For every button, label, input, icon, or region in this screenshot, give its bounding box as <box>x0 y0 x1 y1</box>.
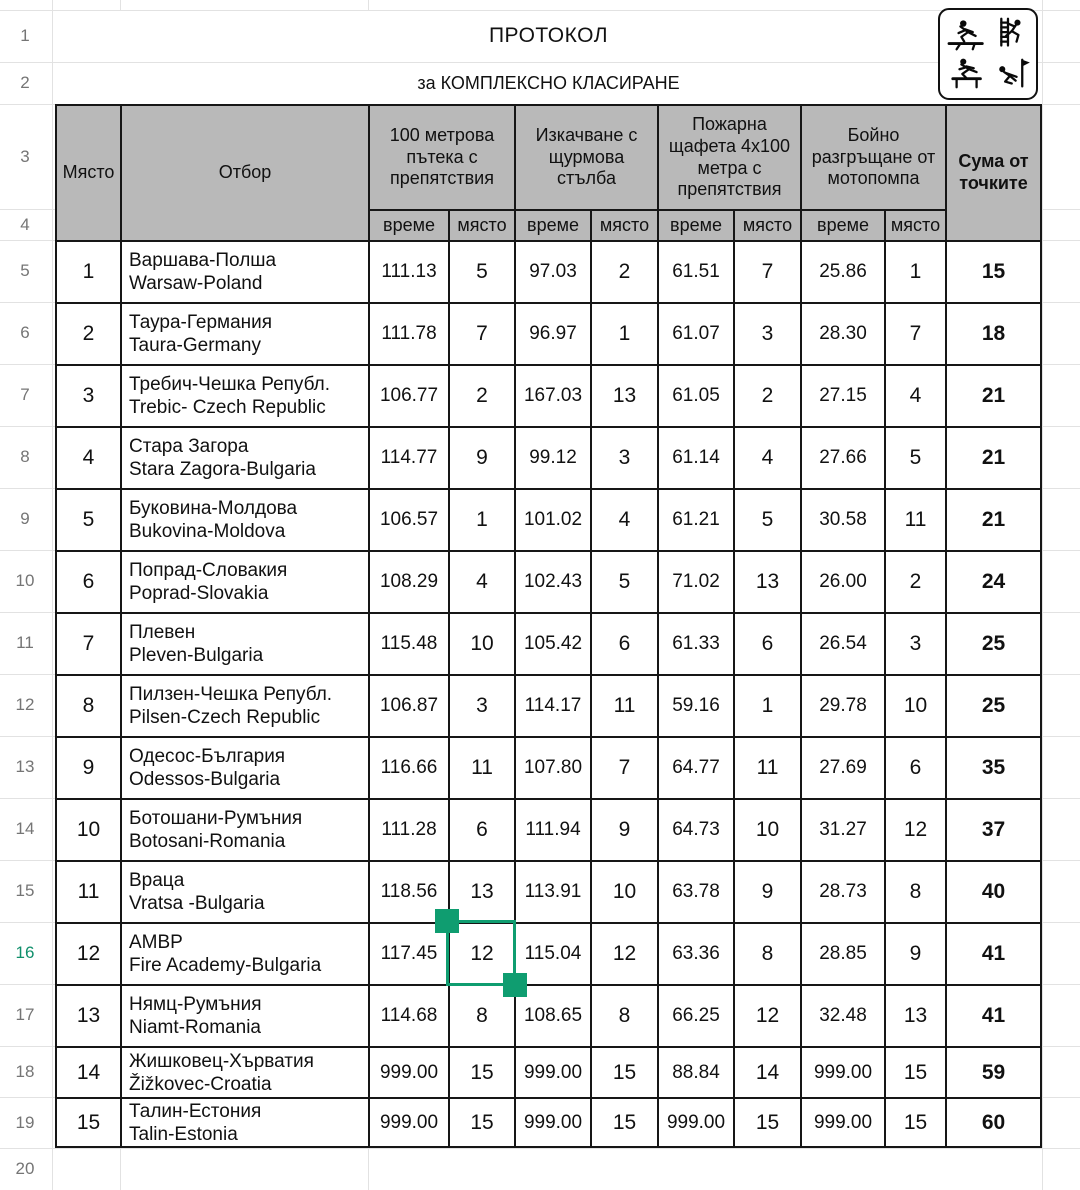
cell-rank-event-1[interactable]: 3 <box>450 676 514 736</box>
gridline <box>120 0 121 10</box>
cell-time-event-3[interactable]: 66.25 <box>659 986 733 1046</box>
cell-rank-event-4[interactable]: 11 <box>886 490 945 550</box>
subheader-time-2[interactable]: време <box>516 211 590 240</box>
cell-rank-event-1[interactable]: 2 <box>450 366 514 426</box>
cell-time-event-4[interactable]: 27.66 <box>802 428 884 488</box>
cell-place[interactable]: 12 <box>57 924 120 984</box>
cell-rank-event-3[interactable]: 12 <box>735 986 800 1046</box>
cell-time-event-4[interactable]: 32.48 <box>802 986 884 1046</box>
row-number[interactable]: 18 <box>15 1061 35 1081</box>
cell-rank-event-2[interactable]: 13 <box>592 366 657 426</box>
team-name-latin: Botosani-Romania <box>129 831 286 852</box>
cell-rank-event-1[interactable]: 15 <box>450 1048 514 1097</box>
cell-rank-event-2[interactable]: 1 <box>592 304 657 364</box>
cell-rank-event-1[interactable]: 12 <box>450 924 514 984</box>
team-name-latin: Vratsa -Bulgaria <box>129 893 265 914</box>
cell-time-event-1[interactable]: 108.29 <box>370 552 448 612</box>
cell-rank-event-2[interactable]: 15 <box>592 1099 657 1146</box>
cell-total[interactable]: 15 <box>947 242 1040 302</box>
cell-time-event-1[interactable]: 111.28 <box>370 800 448 860</box>
cell-team[interactable] <box>122 490 368 550</box>
cell-team[interactable] <box>122 614 368 674</box>
header-event-3[interactable]: Пожарна щафета 4x100 метра с препятствия <box>659 106 800 209</box>
cell-rank-event-1[interactable]: 6 <box>450 800 514 860</box>
cell-place[interactable]: 6 <box>57 552 120 612</box>
team-name-cyrillic: Плевен <box>129 622 196 643</box>
firefighting-sport-pictograms-icon <box>944 15 1032 93</box>
cell-time-event-2[interactable]: 99.12 <box>516 428 590 488</box>
gridline <box>0 1148 1080 1149</box>
cell-total[interactable]: 21 <box>947 428 1040 488</box>
team-name-latin: Fire Academy-Bulgaria <box>129 955 322 976</box>
cell-place[interactable]: 14 <box>57 1048 120 1097</box>
cell-team[interactable] <box>122 552 368 612</box>
cell-rank-event-3[interactable]: 4 <box>735 428 800 488</box>
cell-rank-event-1[interactable]: 1 <box>450 490 514 550</box>
row-number[interactable]: 11 <box>16 633 34 652</box>
row-number[interactable]: 14 <box>15 819 35 838</box>
title-cell[interactable] <box>55 10 1042 62</box>
cell-total[interactable]: 25 <box>947 676 1040 736</box>
cell-time-event-4[interactable]: 28.73 <box>802 862 884 922</box>
selection-handle-bottom-right[interactable] <box>503 973 527 997</box>
cell-time-event-3[interactable]: 61.07 <box>659 304 733 364</box>
cell-rank-event-4[interactable]: 6 <box>886 738 945 798</box>
cell-time-event-4[interactable]: 999.00 <box>802 1099 884 1146</box>
cell-total[interactable]: 18 <box>947 304 1040 364</box>
subheader-place-4[interactable]: място <box>886 211 945 240</box>
cell-time-event-2[interactable]: 111.94 <box>516 800 590 860</box>
cell-rank-event-3[interactable]: 9 <box>735 862 800 922</box>
team-name-cyrillic: АМВР <box>129 932 183 953</box>
gridline <box>52 0 53 1190</box>
cell-time-event-1[interactable]: 106.87 <box>370 676 448 736</box>
cell-time-event-2[interactable]: 999.00 <box>516 1099 590 1146</box>
cell-team[interactable] <box>122 924 368 984</box>
cell-total[interactable]: 37 <box>947 800 1040 860</box>
cell-time-event-2[interactable]: 108.65 <box>516 986 590 1046</box>
team-name-latin: Pilsen-Czech Republic <box>129 707 321 728</box>
cell-time-event-3[interactable]: 61.14 <box>659 428 733 488</box>
cell-time-event-2[interactable]: 114.17 <box>516 676 590 736</box>
cell-place[interactable]: 15 <box>57 1099 120 1146</box>
team-name-latin: Niamt-Romania <box>129 1017 261 1038</box>
cell-rank-event-2[interactable]: 15 <box>592 1048 657 1097</box>
row-number[interactable]: 9 <box>20 509 30 528</box>
team-name-cyrillic: Жишковец-Хърватия <box>129 1050 314 1072</box>
cell-rank-event-4[interactable]: 8 <box>886 862 945 922</box>
cell-time-event-2[interactable]: 96.97 <box>516 304 590 364</box>
row-number[interactable]: 3 <box>20 146 30 166</box>
cell-rank-event-1[interactable]: 10 <box>450 614 514 674</box>
cell-time-event-3[interactable]: 63.36 <box>659 924 733 984</box>
cell-rank-event-4[interactable]: 9 <box>886 924 945 984</box>
cell-rank-event-4[interactable]: 1 <box>886 242 945 302</box>
team-name-cyrillic: Ботошани-Румъния <box>129 808 303 829</box>
cell-total[interactable]: 59 <box>947 1048 1040 1097</box>
cell-time-event-1[interactable]: 106.77 <box>370 366 448 426</box>
cell-rank-event-3[interactable]: 6 <box>735 614 800 674</box>
cell-time-event-4[interactable]: 28.30 <box>802 304 884 364</box>
cell-rank-event-2[interactable]: 10 <box>592 862 657 922</box>
team-name-latin: Pleven-Bulgaria <box>129 645 264 666</box>
cell-rank-event-1[interactable]: 11 <box>450 738 514 798</box>
cell-time-event-1[interactable]: 114.68 <box>370 986 448 1046</box>
team-name-cyrillic: Талин-Естония <box>129 1100 262 1122</box>
cell-rank-event-3[interactable]: 11 <box>735 738 800 798</box>
cell-rank-event-3[interactable]: 1 <box>735 676 800 736</box>
cell-time-event-3[interactable]: 61.33 <box>659 614 733 674</box>
cell-rank-event-2[interactable]: 5 <box>592 552 657 612</box>
cell-rank-event-2[interactable]: 7 <box>592 738 657 798</box>
row-number[interactable]: 20 <box>15 1159 35 1178</box>
header-event-2[interactable]: Изкачване с щурмова стълба <box>516 106 657 209</box>
cell-total[interactable]: 35 <box>947 738 1040 798</box>
team-name-latin: Trebic- Czech Republic <box>129 397 326 418</box>
cell-total[interactable]: 40 <box>947 862 1040 922</box>
cell-time-event-2[interactable]: 102.43 <box>516 552 590 612</box>
cell-rank-event-2[interactable]: 11 <box>592 676 657 736</box>
header-event-4[interactable]: Бойно разгръщане от мотопомпа <box>802 106 945 209</box>
cell-time-event-2[interactable]: 105.42 <box>516 614 590 674</box>
cell-time-event-1[interactable]: 117.45 <box>370 924 448 984</box>
cell-time-event-2[interactable]: 107.80 <box>516 738 590 798</box>
team-name-cyrillic: Одесос-България <box>129 746 286 767</box>
subtitle-cell[interactable] <box>55 62 1042 104</box>
row-number[interactable]: 19 <box>15 1112 35 1132</box>
row-number[interactable]: 1 <box>20 26 30 45</box>
cell-time-event-3[interactable]: 71.02 <box>659 552 733 612</box>
row-number[interactable]: 15 <box>15 881 35 900</box>
team-name-latin: Stara Zagora-Bulgaria <box>129 459 316 480</box>
results-table <box>55 104 1042 1148</box>
team-name-latin: Žižkovec-Croatia <box>129 1073 272 1095</box>
cell-place[interactable]: 8 <box>57 676 120 736</box>
cell-rank-event-4[interactable]: 7 <box>886 304 945 364</box>
cell-team[interactable] <box>122 366 368 426</box>
logo-box[interactable] <box>938 8 1038 100</box>
gridline <box>368 1148 369 1190</box>
cell-team[interactable] <box>122 862 368 922</box>
cell-rank-event-4[interactable]: 12 <box>886 800 945 860</box>
cell-time-event-2[interactable]: 101.02 <box>516 490 590 550</box>
team-name-cyrillic: Варшава-Полша <box>129 250 277 271</box>
cell-rank-event-1[interactable]: 9 <box>450 428 514 488</box>
team-name-cyrillic: Нямц-Румъния <box>129 994 262 1015</box>
cell-time-event-2[interactable]: 167.03 <box>516 366 590 426</box>
cell-time-event-3[interactable]: 61.21 <box>659 490 733 550</box>
cell-rank-event-1[interactable]: 13 <box>450 862 514 922</box>
subheader-time-4[interactable]: време <box>802 211 884 240</box>
cell-place[interactable]: 10 <box>57 800 120 860</box>
cell-team[interactable] <box>122 738 368 798</box>
cell-time-event-1[interactable]: 106.57 <box>370 490 448 550</box>
team-name-latin: Bukovina-Moldova <box>129 521 286 542</box>
cell-rank-event-2[interactable]: 12 <box>592 924 657 984</box>
subheader-time-3[interactable]: време <box>659 211 733 240</box>
team-name-cyrillic: Требич-Чешка Републ. <box>129 374 331 395</box>
cell-total[interactable]: 60 <box>947 1099 1040 1146</box>
subheader-place-2[interactable]: място <box>592 211 657 240</box>
row-number[interactable]: 8 <box>20 447 30 466</box>
row-number[interactable]: 16 <box>15 943 35 962</box>
cell-total[interactable]: 41 <box>947 924 1040 984</box>
page-title: ПРОТОКОЛ <box>488 24 609 47</box>
cell-total[interactable]: 21 <box>947 366 1040 426</box>
cell-time-event-2[interactable]: 115.04 <box>516 924 590 984</box>
cell-time-event-3[interactable]: 63.78 <box>659 862 733 922</box>
cell-total[interactable]: 21 <box>947 490 1040 550</box>
team-name-cyrillic: Пилзен-Чешка Републ. <box>129 684 333 705</box>
row-number[interactable]: 12 <box>15 695 35 714</box>
cell-time-event-4[interactable]: 25.86 <box>802 242 884 302</box>
cell-rank-event-4[interactable]: 5 <box>886 428 945 488</box>
cell-rank-event-4[interactable]: 10 <box>886 676 945 736</box>
cell-time-event-3[interactable]: 59.16 <box>659 676 733 736</box>
cell-rank-event-3[interactable]: 10 <box>735 800 800 860</box>
team-name-latin: Odessos-Bulgaria <box>129 769 281 790</box>
team-name-latin: Taura-Germany <box>129 335 261 356</box>
cell-rank-event-2[interactable]: 9 <box>592 800 657 860</box>
cell-rank-event-4[interactable]: 2 <box>886 552 945 612</box>
cell-time-event-3[interactable]: 64.77 <box>659 738 733 798</box>
team-name-cyrillic: Стара Загора <box>129 436 249 457</box>
cell-time-event-1[interactable]: 116.66 <box>370 738 448 798</box>
cell-place[interactable]: 1 <box>57 242 120 302</box>
cell-time-event-4[interactable]: 999.00 <box>802 1048 884 1097</box>
cell-time-event-4[interactable]: 31.27 <box>802 800 884 860</box>
team-name-latin: Talin-Estonia <box>129 1123 238 1145</box>
cell-rank-event-1[interactable]: 4 <box>450 552 514 612</box>
header-team[interactable]: Отбор <box>122 106 368 240</box>
cell-rank-event-4[interactable]: 15 <box>886 1099 945 1146</box>
cell-time-event-4[interactable]: 28.85 <box>802 924 884 984</box>
cell-time-event-2[interactable]: 113.91 <box>516 862 590 922</box>
cell-team[interactable] <box>122 428 368 488</box>
cell-time-event-1[interactable]: 999.00 <box>370 1099 448 1146</box>
cell-team[interactable] <box>122 304 368 364</box>
cell-place[interactable]: 3 <box>57 366 120 426</box>
cell-rank-event-3[interactable]: 2 <box>735 366 800 426</box>
cell-team[interactable] <box>122 1099 368 1146</box>
team-name-cyrillic: Враца <box>129 870 185 891</box>
page-subtitle: за КОМПЛЕКСНО КЛАСИРАНЕ <box>417 72 680 93</box>
cell-time-event-3[interactable]: 64.73 <box>659 800 733 860</box>
team-name-cyrillic: Таура-Германия <box>129 312 273 333</box>
cell-rank-event-4[interactable]: 13 <box>886 986 945 1046</box>
cell-time-event-4[interactable]: 27.69 <box>802 738 884 798</box>
cell-total[interactable]: 24 <box>947 552 1040 612</box>
cell-rank-event-1[interactable]: 7 <box>450 304 514 364</box>
cell-time-event-3[interactable]: 88.84 <box>659 1048 733 1097</box>
cell-rank-event-3[interactable]: 13 <box>735 552 800 612</box>
cell-total[interactable]: 41 <box>947 986 1040 1046</box>
team-name-latin: Poprad-Slovakia <box>129 583 269 604</box>
cell-rank-event-2[interactable]: 6 <box>592 614 657 674</box>
cell-rank-event-2[interactable]: 2 <box>592 242 657 302</box>
cell-rank-event-4[interactable]: 4 <box>886 366 945 426</box>
cell-team[interactable] <box>122 1048 368 1097</box>
cell-rank-event-3[interactable]: 15 <box>735 1099 800 1146</box>
cell-time-event-1[interactable]: 114.77 <box>370 428 448 488</box>
cell-time-event-1[interactable]: 111.13 <box>370 242 448 302</box>
header-place[interactable]: Място <box>57 106 120 240</box>
cell-time-event-4[interactable]: 26.00 <box>802 552 884 612</box>
row-number[interactable]: 17 <box>15 1005 35 1024</box>
cell-rank-event-1[interactable]: 5 <box>450 242 514 302</box>
header-total[interactable]: Сума от точките <box>947 106 1040 240</box>
selection-handle-top-left[interactable] <box>435 909 459 933</box>
subheader-time-1[interactable]: време <box>370 211 448 240</box>
cell-place[interactable]: 9 <box>57 738 120 798</box>
cell-total[interactable]: 25 <box>947 614 1040 674</box>
cell-time-event-4[interactable]: 30.58 <box>802 490 884 550</box>
row-number[interactable]: 2 <box>20 73 30 92</box>
cell-place[interactable]: 7 <box>57 614 120 674</box>
cell-time-event-3[interactable]: 61.51 <box>659 242 733 302</box>
cell-place[interactable]: 13 <box>57 986 120 1046</box>
row-number[interactable]: 10 <box>15 571 35 590</box>
cell-rank-event-1[interactable]: 15 <box>450 1099 514 1146</box>
row-number[interactable]: 6 <box>20 323 30 342</box>
row-number[interactable]: 4 <box>20 214 30 234</box>
cell-place[interactable]: 11 <box>57 862 120 922</box>
cell-time-event-3[interactable]: 61.05 <box>659 366 733 426</box>
cell-place[interactable]: 2 <box>57 304 120 364</box>
cell-time-event-3[interactable]: 999.00 <box>659 1099 733 1146</box>
cell-time-event-1[interactable]: 118.56 <box>370 862 448 922</box>
cell-time-event-4[interactable]: 27.15 <box>802 366 884 426</box>
row-number[interactable]: 13 <box>15 757 35 776</box>
cell-rank-event-3[interactable]: 5 <box>735 490 800 550</box>
team-name-cyrillic: Попрад-Словакия <box>129 560 288 581</box>
cell-rank-event-2[interactable]: 8 <box>592 986 657 1046</box>
cell-rank-event-3[interactable]: 14 <box>735 1048 800 1097</box>
cell-rank-event-1[interactable]: 8 <box>450 986 514 1046</box>
header-event-1[interactable]: 100 метрова пътека с препятствия <box>370 106 514 209</box>
cell-rank-event-2[interactable]: 4 <box>592 490 657 550</box>
cell-team[interactable] <box>122 676 368 736</box>
gridline <box>120 1148 121 1190</box>
cell-time-event-4[interactable]: 26.54 <box>802 614 884 674</box>
team-name-latin: Warsaw-Poland <box>129 273 263 294</box>
cell-rank-event-3[interactable]: 8 <box>735 924 800 984</box>
row-number[interactable]: 5 <box>20 261 30 280</box>
gridline <box>1042 0 1043 1190</box>
team-name-cyrillic: Буковина-Молдова <box>129 498 298 519</box>
cell-time-event-4[interactable]: 29.78 <box>802 676 884 736</box>
cell-place[interactable]: 4 <box>57 428 120 488</box>
gridline <box>368 0 369 10</box>
cell-time-event-1[interactable]: 115.48 <box>370 614 448 674</box>
subheader-place-1[interactable]: място <box>450 211 514 240</box>
cell-rank-event-4[interactable]: 3 <box>886 614 945 674</box>
subheader-place-3[interactable]: място <box>735 211 800 240</box>
cell-team[interactable] <box>122 986 368 1046</box>
cell-time-event-1[interactable]: 999.00 <box>370 1048 448 1097</box>
cell-time-event-2[interactable]: 97.03 <box>516 242 590 302</box>
row-number[interactable]: 7 <box>20 385 30 404</box>
cell-time-event-2[interactable]: 999.00 <box>516 1048 590 1097</box>
cell-time-event-1[interactable]: 111.78 <box>370 304 448 364</box>
cell-rank-event-3[interactable]: 7 <box>735 242 800 302</box>
cell-team[interactable] <box>122 242 368 302</box>
cell-rank-event-3[interactable]: 3 <box>735 304 800 364</box>
cell-rank-event-2[interactable]: 3 <box>592 428 657 488</box>
cell-place[interactable]: 5 <box>57 490 120 550</box>
cell-rank-event-4[interactable]: 15 <box>886 1048 945 1097</box>
cell-team[interactable] <box>122 800 368 860</box>
